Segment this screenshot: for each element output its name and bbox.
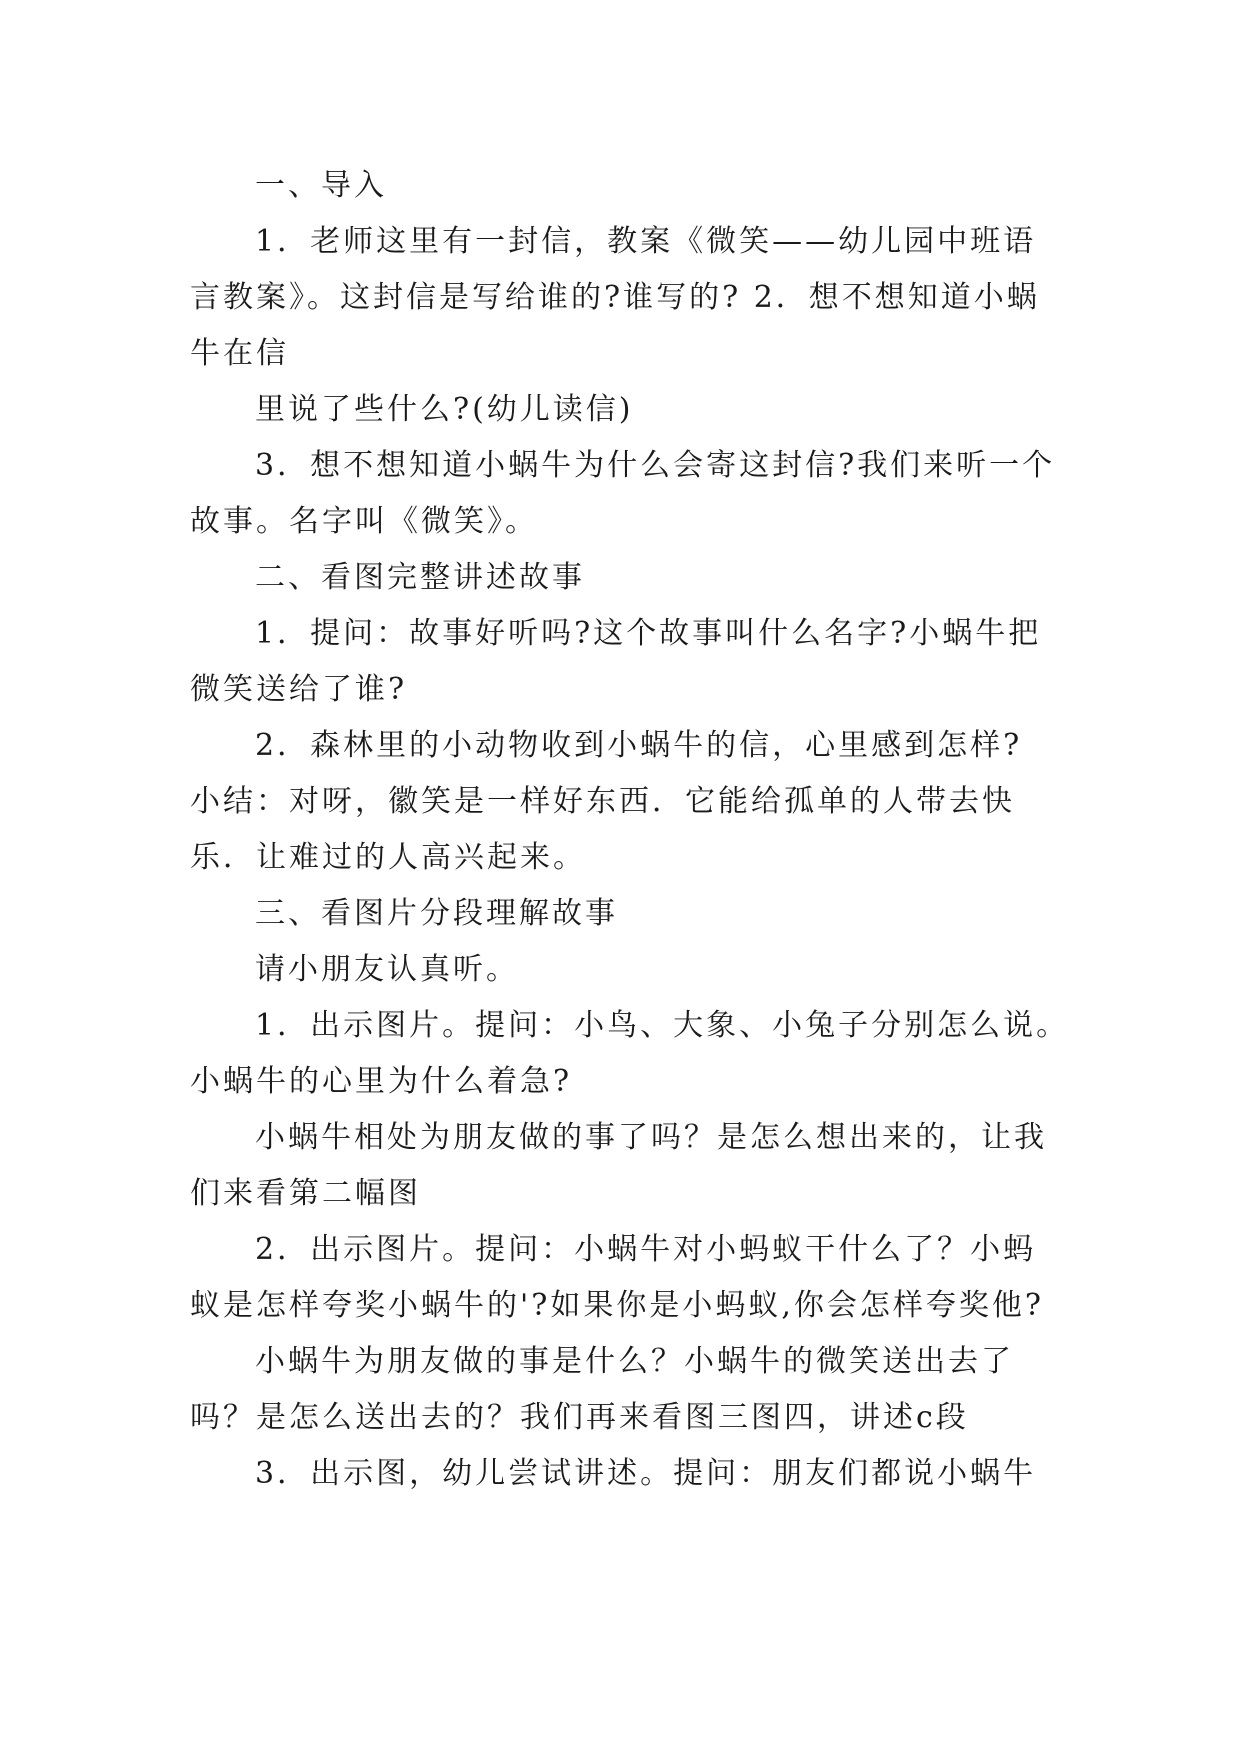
paragraph-line: 微笑送给了谁?	[190, 672, 408, 707]
paragraph-line: 蚁是怎样夸奖小蜗牛的'?如果你是小蚂蚁,你会怎样夸奖他?	[190, 1288, 1044, 1323]
paragraph-line: 吗？是怎么送出去的？我们再来看图三图四，讲述c段	[190, 1400, 969, 1435]
paragraph-line: 言教案》。这封信是写给谁的?谁写的? 2．想不想知道小蜗	[190, 280, 1040, 315]
paragraph-line: 小蜗牛为朋友做的事是什么？小蜗牛的微笑送出去了	[255, 1344, 1014, 1379]
paragraph-line: 1．提问：故事好听吗?这个故事叫什么名字?小蜗牛把	[255, 616, 1042, 651]
section-heading-intro: 一、导入	[255, 168, 387, 203]
paragraph-line: 3．想不想知道小蜗牛为什么会寄这封信?我们来听一个	[255, 448, 1056, 483]
section-heading-segments: 三、看图片分段理解故事	[255, 896, 618, 931]
paragraph-line: 1．出示图片。提问：小鸟、大象、小兔子分别怎么说。	[255, 1008, 1070, 1043]
paragraph-line: 里说了些什么?(幼儿读信)	[255, 392, 634, 427]
paragraph-line: 2．森林里的小动物收到小蜗牛的信，心里感到怎样?	[255, 728, 1023, 763]
paragraph-line: 小蜗牛相处为朋友做的事了吗？是怎么想出来的，让我	[255, 1120, 1047, 1155]
paragraph-line: 们来看第二幅图	[190, 1176, 421, 1211]
paragraph-line: 小蜗牛的心里为什么着急?	[190, 1064, 573, 1099]
paragraph-line: 2．出示图片。提问：小蜗牛对小蚂蚁干什么了？小蚂	[255, 1232, 1037, 1267]
paragraph-line: 请小朋友认真听。	[255, 952, 519, 987]
paragraph-line: 小结：对呀，徽笑是一样好东西．它能给孤单的人带去快	[190, 784, 1015, 819]
paragraph-line: 牛在信	[190, 336, 289, 371]
section-heading-storytelling: 二、看图完整讲述故事	[255, 560, 585, 595]
paragraph-line: 1．老师这里有一封信，教案《微笑——幼儿园中班语	[255, 224, 1037, 259]
paragraph-line: 3．出示图，幼儿尝试讲述。提问：朋友们都说小蜗牛	[255, 1456, 1037, 1491]
paragraph-line: 乐．让难过的人高兴起来。	[190, 840, 586, 875]
paragraph-line: 故事。名字叫《微笑》。	[190, 504, 538, 539]
